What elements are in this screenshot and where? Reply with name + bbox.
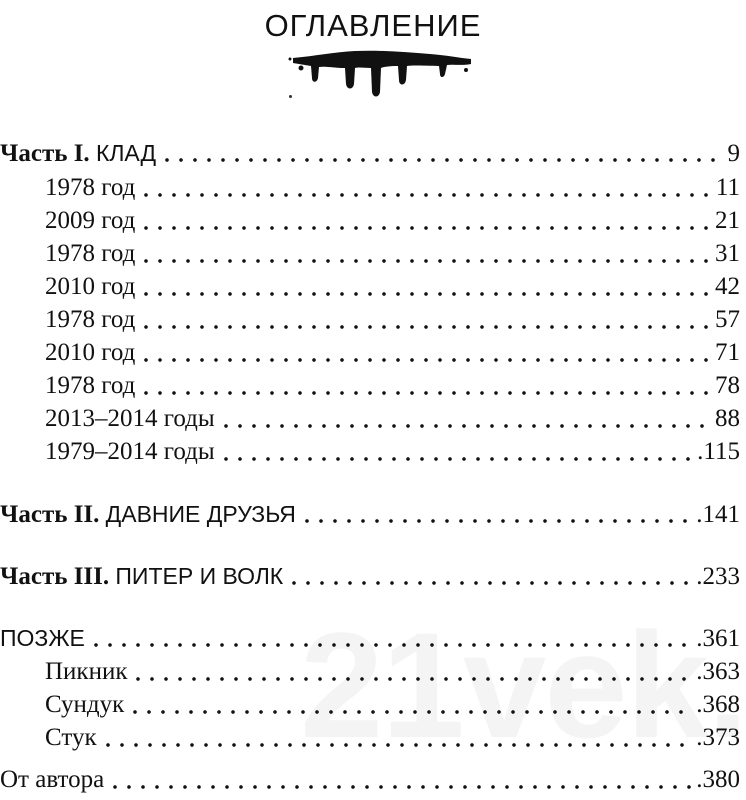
part-number: Часть III. <box>0 563 110 590</box>
dot-leader <box>287 581 692 585</box>
chapter-title: Сундук <box>45 691 125 718</box>
page-number: 42 <box>715 273 740 300</box>
page-number: .115 <box>697 438 740 465</box>
ink-drip-ornament <box>285 44 475 100</box>
toc-part-3[interactable] <box>0 560 740 592</box>
page-number: .363 <box>696 658 740 685</box>
toc-afterword[interactable] <box>0 764 740 796</box>
part-title: ПИТЕР И ВОЛК <box>115 563 284 589</box>
chapter-title: 1979–2014 годы <box>45 438 215 465</box>
chapter-title: 1978 год <box>45 372 136 399</box>
page-number: 71 <box>715 339 740 366</box>
toc-chapter[interactable] <box>45 370 740 402</box>
chapter-title: 2013–2014 годы <box>45 405 215 432</box>
page-number: .233 <box>696 563 740 590</box>
chapter-title: 1978 год <box>45 306 136 333</box>
toc-chapter[interactable] <box>45 304 740 336</box>
toc-chapter[interactable] <box>45 271 740 303</box>
page-number: .368 <box>696 691 740 718</box>
dot-leader <box>160 158 723 162</box>
page-number: 78 <box>715 372 740 399</box>
section-title: От автора <box>0 766 105 793</box>
toc-chapter[interactable] <box>45 722 740 754</box>
page-number: 31 <box>715 240 740 267</box>
toc-chapter[interactable] <box>45 436 740 468</box>
toc-chapter[interactable] <box>45 172 740 204</box>
dot-leader <box>139 325 711 329</box>
page-number: .373 <box>696 724 740 751</box>
dot-leader <box>300 519 692 523</box>
toc-chapter[interactable] <box>45 337 740 369</box>
dot-leader <box>89 643 692 647</box>
dot-leader <box>108 785 692 789</box>
dot-leader <box>101 743 693 747</box>
page-number: 11 <box>715 174 740 201</box>
toc-part-1[interactable] <box>0 137 740 169</box>
page-number: 21 <box>715 207 740 234</box>
dot-leader <box>139 358 711 362</box>
dot-leader <box>219 424 711 428</box>
chapter-title: 1978 год <box>45 174 136 201</box>
page-title: ОГЛАВЛЕНИЕ <box>264 8 482 43</box>
dot-leader <box>139 193 712 197</box>
page-number: .380 <box>696 766 740 793</box>
toc-chapter[interactable] <box>45 689 740 721</box>
dot-leader <box>139 292 711 296</box>
page-number: 88 <box>715 405 740 432</box>
chapter-title: 2010 год <box>45 273 136 300</box>
chapter-title: Стук <box>45 724 97 751</box>
chapter-title: 2009 год <box>45 207 136 234</box>
chapter-title: 2010 год <box>45 339 136 366</box>
page-number: .361 <box>696 625 740 652</box>
dot-leader <box>131 677 692 681</box>
toc-part-2[interactable] <box>0 498 740 530</box>
section-title: ПОЗЖЕ <box>0 625 85 651</box>
chapter-title: 1978 год <box>45 240 136 267</box>
dot-leader <box>139 259 711 263</box>
dot-leader <box>128 710 692 714</box>
toc-chapter[interactable] <box>45 403 740 435</box>
page-number: 57 <box>715 306 740 333</box>
part-number: Часть II. <box>0 501 100 528</box>
stray-ink-dot <box>289 95 292 98</box>
toc-chapter[interactable] <box>45 656 740 688</box>
toc-later[interactable] <box>0 622 740 654</box>
toc-chapter[interactable] <box>45 238 740 270</box>
toc-chapter[interactable] <box>45 205 740 237</box>
part-title: КЛАД <box>95 140 157 166</box>
chapter-title: Пикник <box>45 658 128 685</box>
page-number: 9 <box>727 140 740 167</box>
page-number: .141 <box>696 501 740 528</box>
dot-leader <box>139 391 711 395</box>
dot-leader <box>219 457 693 461</box>
dot-leader <box>139 226 711 230</box>
part-title: ДАВНИЕ ДРУЗЬЯ <box>105 501 296 527</box>
part-number: Часть I. <box>0 140 90 167</box>
